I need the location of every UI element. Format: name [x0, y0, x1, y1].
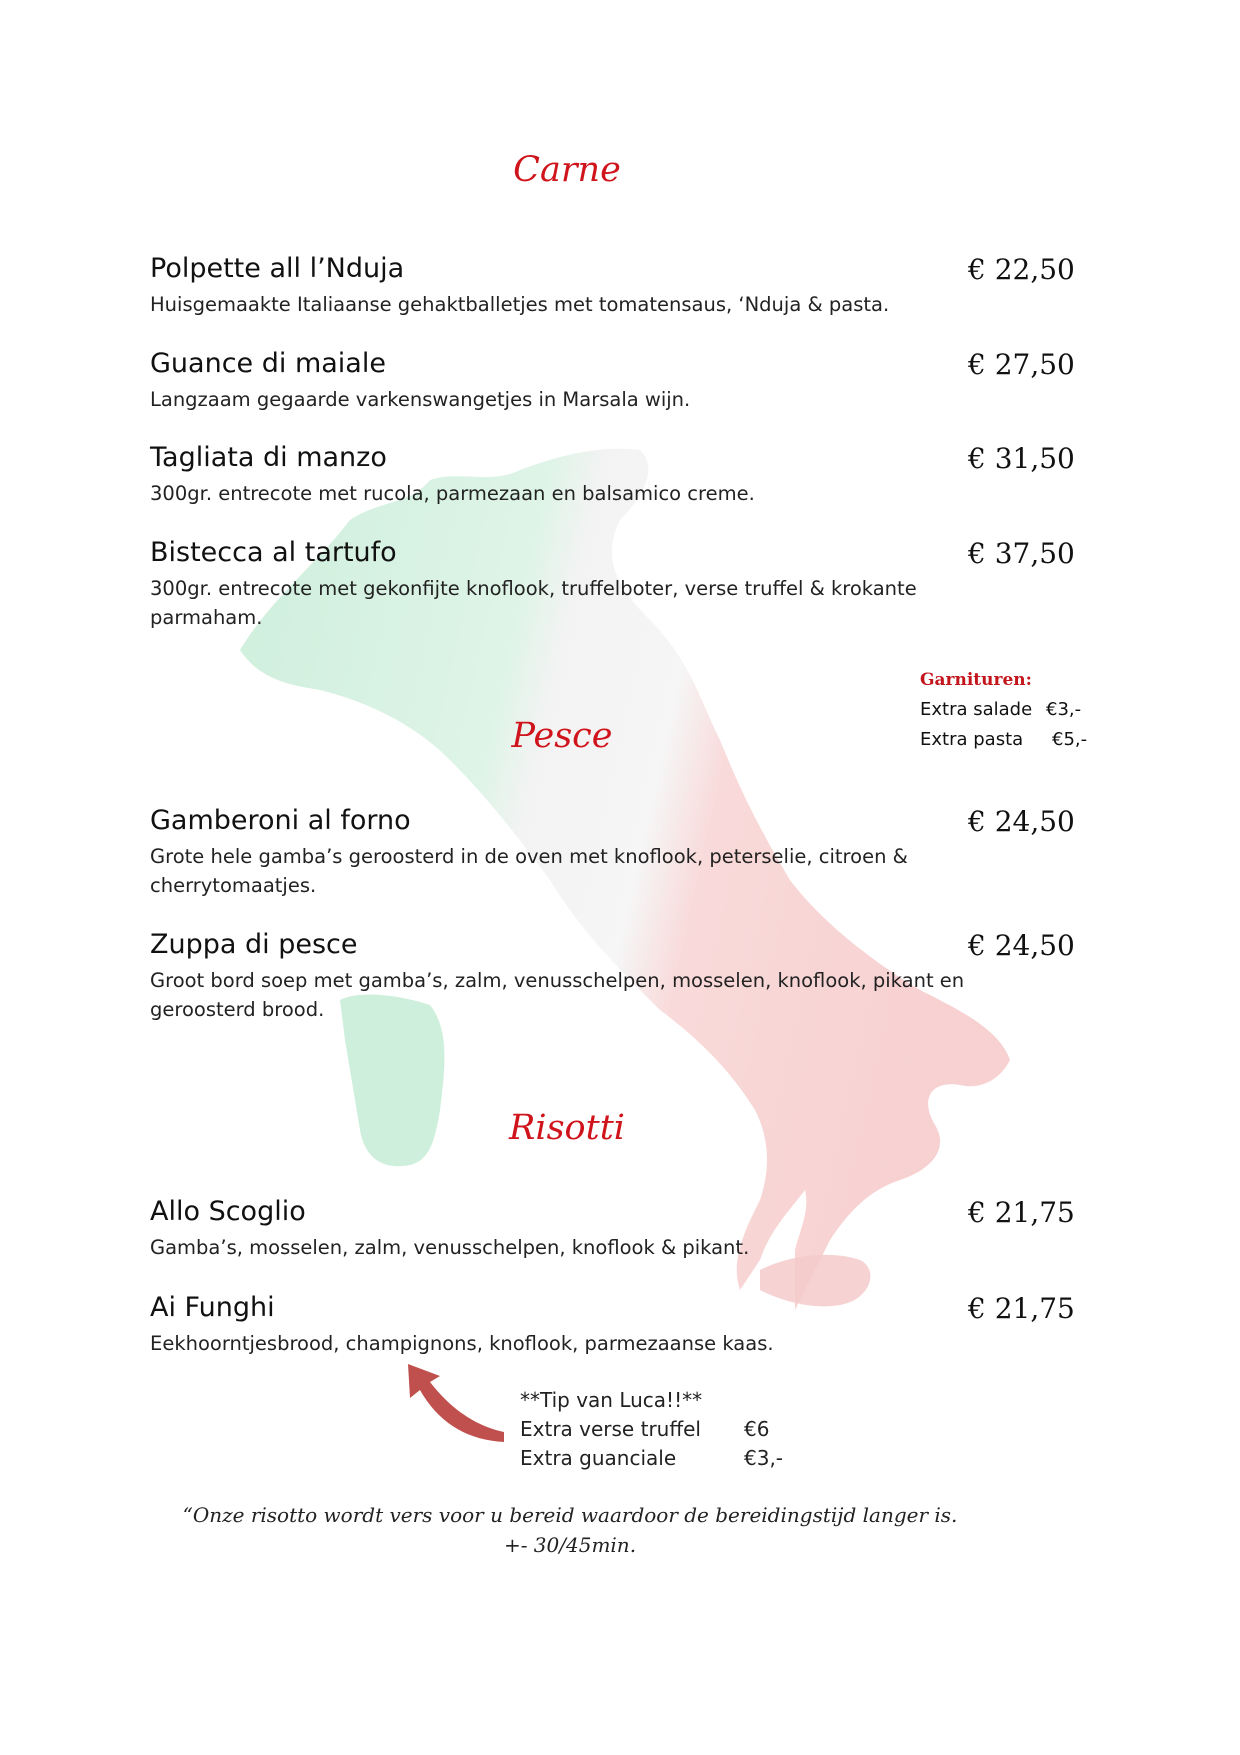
item-name: Allo Scoglio [150, 1196, 306, 1227]
item-description: Langzaam gegaarde varkenswangetjes in Marsala wijn. [150, 388, 691, 411]
item-price: € 24,50 [968, 805, 1075, 838]
garnituren-price: €3,- [1046, 699, 1082, 720]
garnituren-price: €5,- [1052, 729, 1088, 750]
item-description: Huisgemaakte Italiaanse gehaktballetjes met tomatensaus, ‘Nduja & pasta. [150, 293, 890, 316]
tip-row [520, 1444, 783, 1473]
item-price: € 21,75 [968, 1196, 1075, 1229]
item-description: Groot bord soep met gamba’s, zalm, venusschelpen, mosselen, knoflook, pikant en geroosterd brood. [150, 969, 965, 1021]
section-title-carne: Carne [513, 150, 621, 190]
risotto-note-line2: +- 30/45min. [503, 1533, 637, 1557]
item-name: Polpette all l’Nduja [150, 253, 405, 284]
section-title-pesce: Pesce [511, 716, 613, 756]
garnituren-label: Extra pasta [920, 729, 1024, 750]
tip-price: €3,- [744, 1446, 784, 1470]
tip-title: **Tip van Luca!!** [520, 1388, 703, 1412]
tip-label: Extra verse truffel [520, 1417, 701, 1441]
item-price: € 37,50 [968, 537, 1075, 570]
item-description: Gamba’s, mosselen, zalm, venusschelpen, knoflook & pikant. [150, 1236, 750, 1259]
risotto-note [0, 1500, 1140, 1560]
item-name: Ai Funghi [150, 1292, 275, 1323]
item-description: Eekhoorntjesbrood, champignons, knoflook, parmezaanse kaas. [150, 1332, 774, 1355]
item-price: € 31,50 [968, 442, 1075, 475]
tip-price: €6 [744, 1417, 770, 1441]
section-title-risotti: Risotti [509, 1108, 625, 1148]
item-name: Zuppa di pesce [150, 929, 358, 960]
risotto-note-line1: “Onze risotto wordt vers voor u bereid waardoor de bereidingstijd langer is. [182, 1503, 958, 1527]
tip-label: Extra guanciale [520, 1446, 677, 1470]
garnituren-row [920, 695, 1087, 725]
item-price: € 24,50 [968, 929, 1075, 962]
tip-row [520, 1415, 783, 1444]
curved-arrow-icon [400, 1360, 510, 1444]
item-price: € 27,50 [968, 348, 1075, 381]
item-name: Guance di maiale [150, 348, 386, 379]
item-price: € 22,50 [968, 253, 1075, 286]
garnituren-box [920, 665, 1087, 755]
garnituren-label: Extra salade [920, 699, 1033, 720]
item-description: 300gr. entrecote met rucola, parmezaan en balsamico creme. [150, 482, 755, 505]
garnituren-row [920, 725, 1087, 755]
item-description: 300gr. entrecote met gekonfijte knoflook, truffelboter, verse truffel & krokante parmaham. [150, 577, 917, 629]
tip-box [520, 1386, 783, 1473]
item-name: Gamberoni al forno [150, 805, 411, 836]
item-price: € 21,75 [968, 1292, 1075, 1325]
garnituren-title: Garnituren: [920, 670, 1032, 690]
item-name: Tagliata di manzo [150, 442, 387, 473]
item-description: Grote hele gamba’s geroosterd in de oven met knoflook, peterselie, citroen & cherrytomaatjes. [150, 845, 908, 897]
item-name: Bistecca al tartufo [150, 537, 397, 568]
